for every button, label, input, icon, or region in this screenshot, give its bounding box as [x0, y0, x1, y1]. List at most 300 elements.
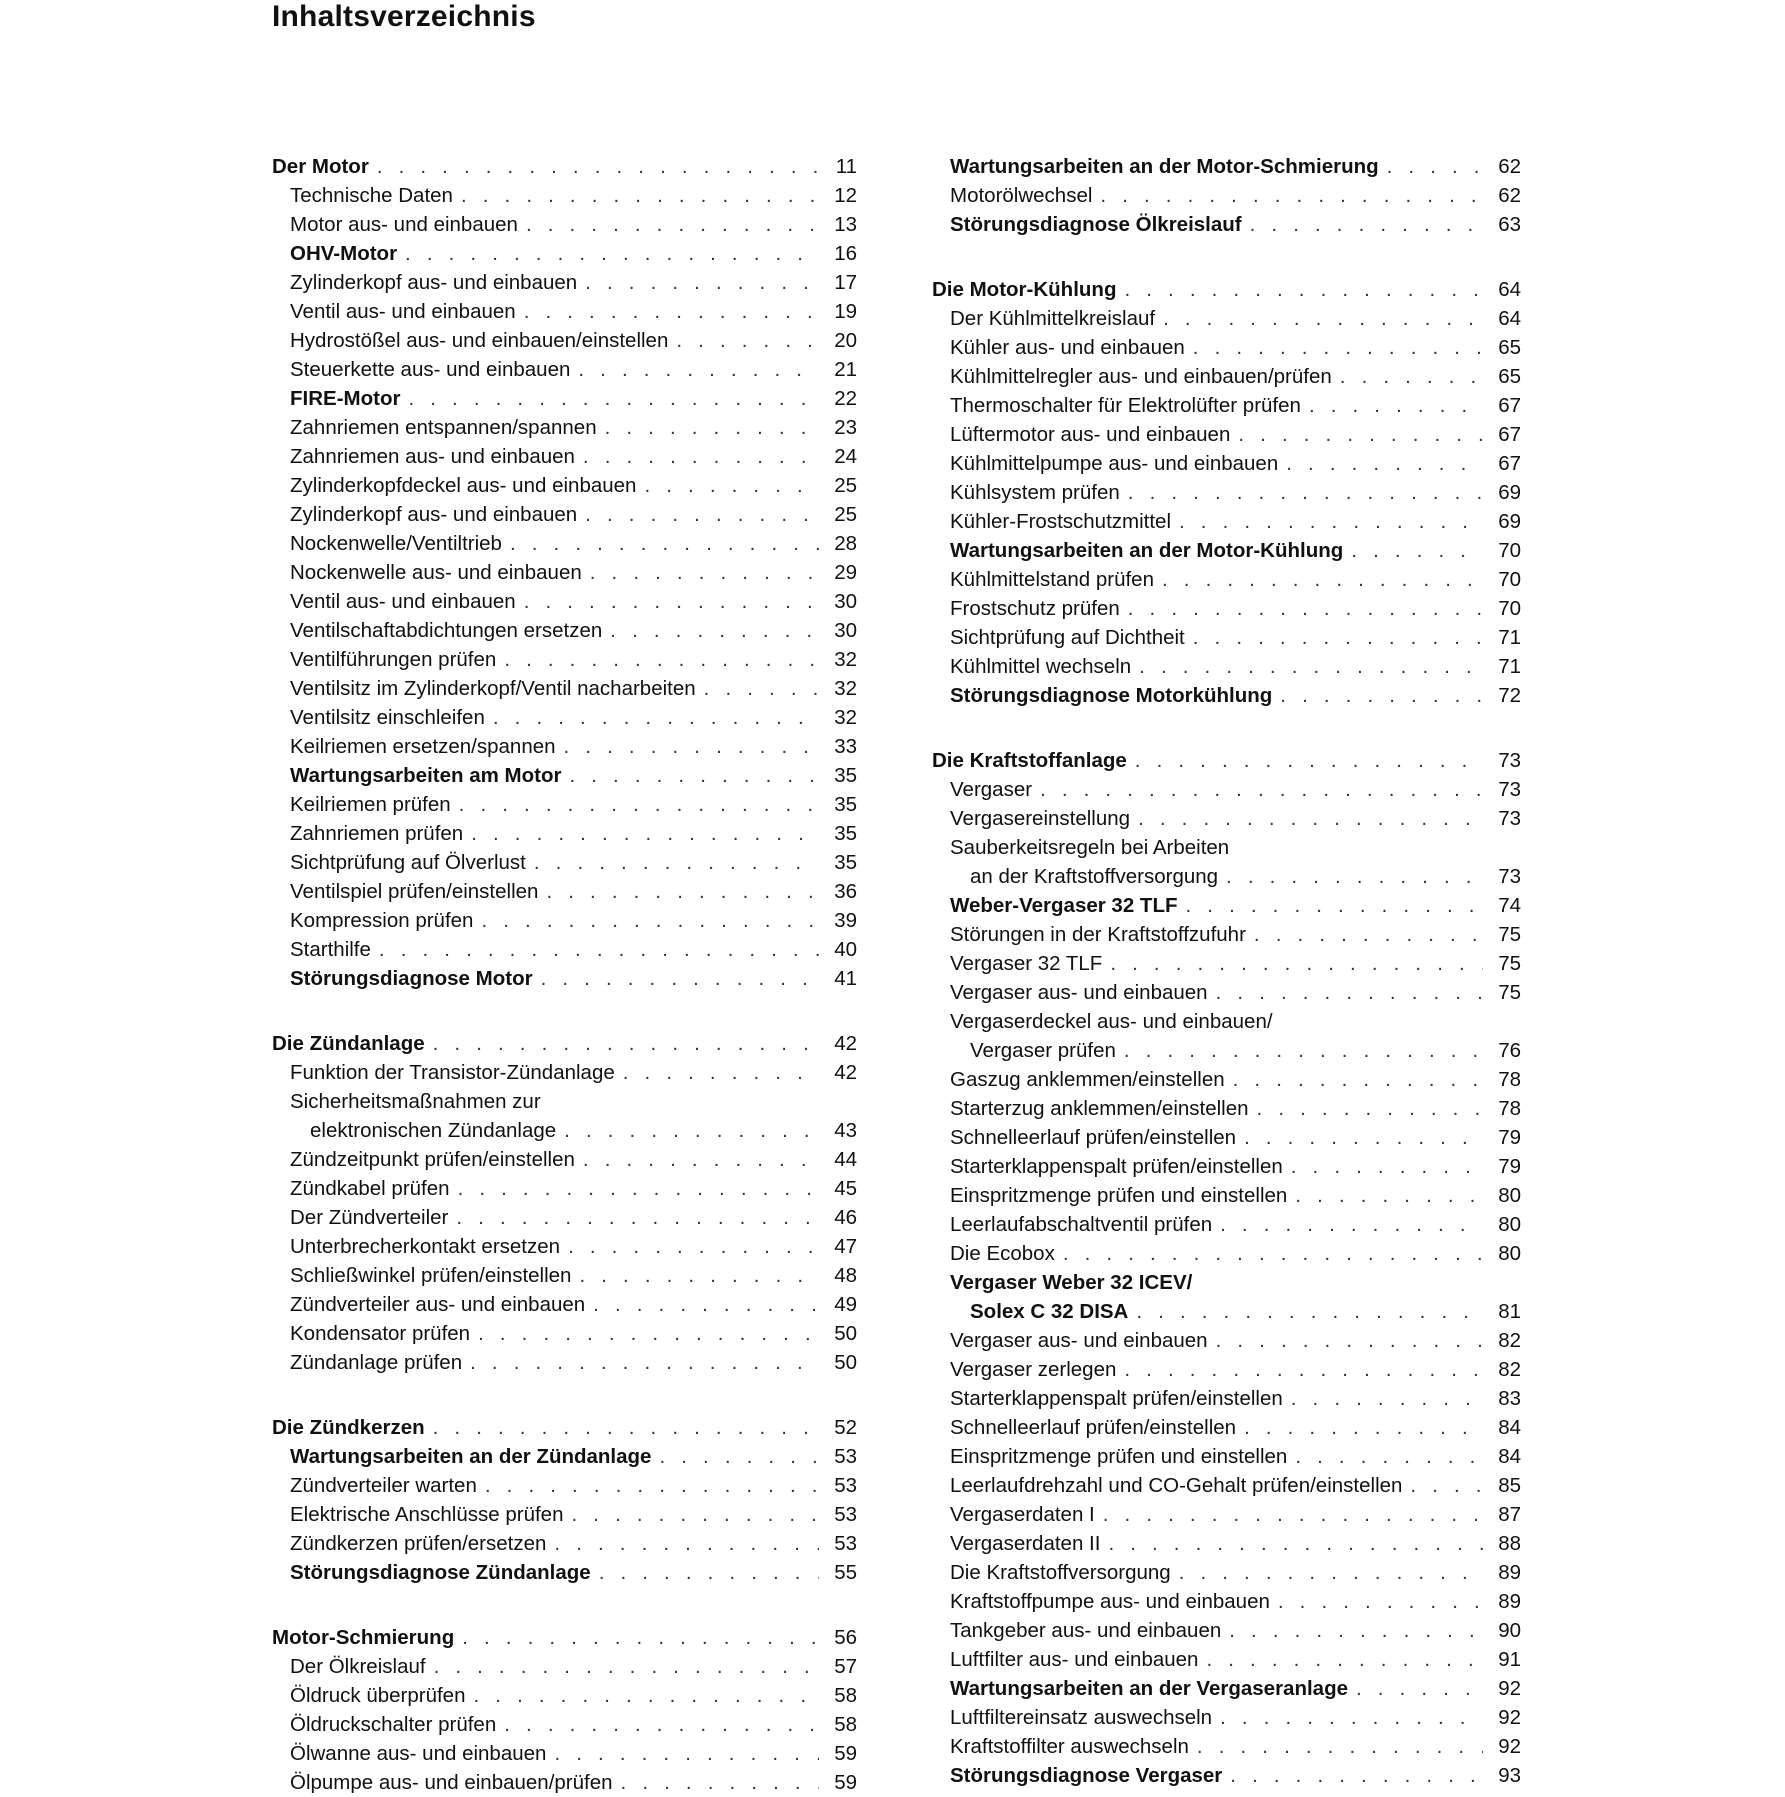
toc-entry-title: Zündverteiler aus- und einbauen — [290, 1293, 586, 1316]
toc-page-number: 78 — [1498, 1068, 1521, 1091]
toc-entry-title: an der Kraftstoffversorgung — [970, 865, 1219, 888]
toc-entry — [932, 1123, 1521, 1152]
toc-entry-title: Der Kühlmittelkreislauf — [950, 307, 1156, 330]
toc-entry-title: Keilriemen ersetzen/spannen — [290, 735, 556, 758]
toc-section-entry — [932, 275, 1521, 304]
toc-entry-title: Zündverteiler warten — [290, 1474, 477, 1497]
toc-entry — [932, 891, 1521, 920]
dot-leader — [1351, 536, 1483, 565]
dot-leader — [478, 1319, 819, 1348]
toc-entry — [932, 1616, 1521, 1645]
toc-entry-title: Starterzug anklemmen/einstellen — [950, 1097, 1249, 1120]
toc-page-number: 64 — [1498, 307, 1521, 330]
dot-leader — [485, 1471, 819, 1500]
dot-leader — [1340, 362, 1483, 391]
toc-entry-title: Wartungsarbeiten an der Motor-Kühlung — [950, 539, 1344, 562]
dot-leader — [1226, 862, 1483, 891]
toc-entry-title: Der Zündverteiler — [290, 1206, 449, 1229]
toc-page-number: 35 — [834, 764, 857, 787]
toc-entry — [932, 1529, 1521, 1558]
toc-page-number: 56 — [834, 1626, 857, 1649]
dot-leader — [1040, 775, 1483, 804]
dot-leader — [524, 297, 819, 326]
toc-entry — [272, 1442, 857, 1471]
toc-page-number: 25 — [834, 474, 857, 497]
toc-entry-title: Vergaser aus- und einbauen — [950, 1329, 1208, 1352]
toc-page-number: 32 — [834, 677, 857, 700]
toc-entry-title: Gaszug anklemmen/einstellen — [950, 1068, 1225, 1091]
toc-entry-title: Die Zündanlage — [272, 1032, 425, 1055]
dot-leader — [1108, 1529, 1483, 1558]
toc-entry — [932, 507, 1521, 536]
toc-entry — [932, 1587, 1521, 1616]
toc-entry — [932, 949, 1521, 978]
toc-entry-title: Störungsdiagnose Motorkühlung — [950, 684, 1273, 707]
toc-entry-title: Starthilfe — [290, 938, 371, 961]
dot-leader — [1254, 920, 1483, 949]
toc-page-number: 72 — [1498, 684, 1521, 707]
toc-page-number: 80 — [1498, 1213, 1521, 1236]
dot-leader — [1309, 391, 1483, 420]
toc-entry — [272, 1087, 857, 1116]
toc-page-number: 40 — [834, 938, 857, 961]
dot-leader — [433, 1413, 819, 1442]
toc-page-number: 93 — [1498, 1764, 1521, 1787]
toc-entry-title: Einspritzmenge prüfen und einstellen — [950, 1184, 1288, 1207]
toc-entry-title: Störungsdiagnose Motor — [290, 967, 533, 990]
toc-entry — [272, 1471, 857, 1500]
dot-leader — [1280, 681, 1483, 710]
toc-entry — [932, 1297, 1521, 1326]
toc-entry-title: Wartungsarbeiten an der Vergaseranlage — [950, 1677, 1348, 1700]
toc-page-number: 84 — [1498, 1445, 1521, 1468]
toc-entry-title: Kühlmittelstand prüfen — [950, 568, 1154, 591]
toc-entry — [272, 1145, 857, 1174]
toc-entry-title: Zahnriemen aus- und einbauen — [290, 445, 575, 468]
dot-leader — [1193, 623, 1483, 652]
toc-page-number: 45 — [834, 1177, 857, 1200]
toc-entry-title: Zylinderkopf aus- und einbauen — [290, 271, 578, 294]
toc-entry — [272, 848, 857, 877]
toc-page-number: 76 — [1498, 1039, 1521, 1062]
toc-entry — [932, 1732, 1521, 1761]
toc-entry — [272, 384, 857, 413]
toc-page-number: 58 — [834, 1713, 857, 1736]
dot-leader — [583, 1145, 819, 1174]
toc-entry-title: Vergaser 32 TLF — [950, 952, 1103, 975]
toc-entry — [272, 1174, 857, 1203]
toc-entry-title: Elektrische Anschlüsse prüfen — [290, 1503, 564, 1526]
toc-entry — [932, 1471, 1521, 1500]
toc-entry — [272, 616, 857, 645]
toc-entry — [272, 1529, 857, 1558]
toc-page-number: 69 — [1498, 510, 1521, 533]
toc-entry-title: Zündanlage prüfen — [290, 1351, 463, 1374]
toc-entry — [272, 761, 857, 790]
toc-page-number: 43 — [834, 1119, 857, 1142]
toc-entry — [272, 1116, 857, 1145]
dot-leader — [459, 790, 819, 819]
toc-page-number: 75 — [1498, 981, 1521, 1004]
toc-entry-title: Kühler aus- und einbauen — [950, 336, 1185, 359]
toc-entry — [932, 565, 1521, 594]
toc-page-number: 30 — [834, 619, 857, 642]
dot-leader — [534, 848, 819, 877]
dot-leader — [1162, 565, 1483, 594]
dot-leader — [1179, 1558, 1483, 1587]
toc-page-number: 12 — [834, 184, 857, 207]
toc-page-number: 92 — [1498, 1677, 1521, 1700]
toc-entry-title: Kühlmittel wechseln — [950, 655, 1132, 678]
toc-entry — [932, 304, 1521, 333]
toc-entry-title: Die Kraftstoffanlage — [932, 749, 1127, 772]
dot-leader — [554, 1529, 819, 1558]
toc-entry-title: Leerlaufdrehzahl und CO-Gehalt prüfen/einstellen — [950, 1474, 1403, 1497]
dot-leader — [1193, 333, 1483, 362]
toc-page-number: 23 — [834, 416, 857, 439]
toc-entry-title: Vergaserdaten II — [950, 1532, 1101, 1555]
toc-page-number: 73 — [1498, 865, 1521, 888]
toc-entry-title: Thermoschalter für Elektrolüfter prüfen — [950, 394, 1301, 417]
toc-entry-title: Starterklappenspalt prüfen/einstellen — [950, 1155, 1283, 1178]
dot-leader — [676, 326, 819, 355]
toc-entry — [932, 181, 1521, 210]
dot-leader — [1220, 1210, 1483, 1239]
toc-entry — [932, 681, 1521, 710]
toc-entry-title: Ventil aus- und einbauen — [290, 590, 516, 613]
toc-entry — [272, 413, 857, 442]
toc-entry — [932, 1268, 1521, 1297]
dot-leader — [568, 1232, 819, 1261]
toc-entry — [932, 1181, 1521, 1210]
dot-leader — [470, 1348, 819, 1377]
toc-page-number: 88 — [1498, 1532, 1521, 1555]
toc-page-number: 50 — [834, 1351, 857, 1374]
toc-page-number: 36 — [834, 880, 857, 903]
toc-entry-title: Die Zündkerzen — [272, 1416, 425, 1439]
toc-entry-title: Sichtprüfung auf Dichtheit — [950, 626, 1185, 649]
toc-page-number: 39 — [834, 909, 857, 932]
toc-entry — [932, 1703, 1521, 1732]
toc-entry-title: Leerlaufabschaltventil prüfen — [950, 1213, 1213, 1236]
dot-leader — [1110, 949, 1483, 978]
toc-page-number: 48 — [834, 1264, 857, 1287]
toc-page-number: 91 — [1498, 1648, 1521, 1671]
toc-page-number: 75 — [1498, 923, 1521, 946]
toc-entry-title: Ventilsitz im Zylinderkopf/Ventil nacharbeiten — [290, 677, 696, 700]
dot-leader — [569, 761, 819, 790]
toc-entry — [272, 732, 857, 761]
toc-entry-title: Luftfilter aus- und einbauen — [950, 1648, 1199, 1671]
toc-entry — [932, 833, 1521, 862]
toc-entry-title: FIRE-Motor — [290, 387, 401, 410]
toc-entry-title: Weber-Vergaser 32 TLF — [950, 894, 1178, 917]
dot-leader — [456, 1203, 819, 1232]
toc-page-number: 71 — [1498, 655, 1521, 678]
dot-leader — [564, 1116, 819, 1145]
toc-entry-title: Kraftstoffpumpe aus- und einbauen — [950, 1590, 1270, 1613]
toc-section-entry — [272, 1623, 857, 1652]
toc-page-number: 41 — [834, 967, 857, 990]
toc-entry — [272, 471, 857, 500]
toc-entry-title: Wartungsarbeiten am Motor — [290, 764, 562, 787]
toc-entry — [932, 362, 1521, 391]
dot-leader — [1230, 1761, 1483, 1790]
dot-leader — [644, 471, 819, 500]
toc-entry-title: Vergaserdeckel aus- und einbauen/ — [950, 1010, 1273, 1033]
toc-entry-title: Kühlmittelpumpe aus- und einbauen — [950, 452, 1279, 475]
dot-leader — [458, 1174, 819, 1203]
toc-entry-title: Schließwinkel prüfen/einstellen — [290, 1264, 572, 1287]
toc-page-number: 74 — [1498, 894, 1521, 917]
toc-page-number: 21 — [834, 358, 857, 381]
toc-entry-title: Kraftstoffilter auswechseln — [950, 1735, 1189, 1758]
toc-entry — [932, 1094, 1521, 1123]
toc-entry-title: OHV-Motor — [290, 242, 398, 265]
toc-entry-title: Vergaser zerlegen — [950, 1358, 1117, 1381]
toc-entry — [932, 420, 1521, 449]
toc-entry — [932, 1761, 1521, 1790]
dot-leader — [1216, 978, 1483, 1007]
toc-entry — [932, 1442, 1521, 1471]
toc-entry-title: Ventil aus- und einbauen — [290, 300, 516, 323]
toc-entry-title: Wartungsarbeiten an der Motor-Schmierung — [950, 155, 1379, 178]
toc-page-number: 73 — [1498, 749, 1521, 772]
toc-entry — [272, 587, 857, 616]
toc-entry — [272, 1739, 857, 1768]
toc-entry-title: Störungsdiagnose Ölkreislauf — [950, 213, 1242, 236]
toc-entry — [272, 1652, 857, 1681]
toc-entry — [272, 239, 857, 268]
dot-leader — [571, 1500, 819, 1529]
dot-leader — [1244, 1123, 1483, 1152]
toc-entry — [932, 1210, 1521, 1239]
toc-entry-title: Ventilführungen prüfen — [290, 648, 497, 671]
toc-entry-title: Zylinderkopf aus- und einbauen — [290, 503, 578, 526]
toc-entry — [272, 355, 857, 384]
toc-page-number: 35 — [834, 793, 857, 816]
toc-page-number: 33 — [834, 735, 857, 758]
dot-leader — [481, 906, 819, 935]
dot-leader — [1100, 181, 1483, 210]
dot-leader — [583, 442, 819, 471]
toc-page-number: 53 — [834, 1445, 857, 1468]
toc-entry — [272, 529, 857, 558]
toc-entry-title: Zylinderkopfdeckel aus- und einbauen — [290, 474, 637, 497]
toc-page-number: 67 — [1498, 423, 1521, 446]
toc-entry-title: Lüftermotor aus- und einbauen — [950, 423, 1231, 446]
toc-entry-title: Vergasereinstellung — [950, 807, 1131, 830]
toc-entry-title: Die Kraftstoffversorgung — [950, 1561, 1171, 1584]
toc-entry-title: Störungen in der Kraftstoffzufuhr — [950, 923, 1246, 946]
toc-entry — [272, 877, 857, 906]
dot-leader — [433, 1029, 819, 1058]
toc-entry-title: Sichtprüfung auf Ölverlust — [290, 851, 526, 874]
dot-leader — [1291, 1384, 1483, 1413]
toc-page-number: 32 — [834, 648, 857, 671]
dot-leader — [546, 877, 819, 906]
toc-entry-title: Wartungsarbeiten an der Zündanlage — [290, 1445, 652, 1468]
toc-entry-title: Ölpumpe aus- und einbauen/prüfen — [290, 1771, 613, 1794]
toc-entry-title: Öldruck überprüfen — [290, 1684, 466, 1707]
toc-entry-title: Störungsdiagnose Vergaser — [950, 1764, 1223, 1787]
toc-page-number: 83 — [1498, 1387, 1521, 1410]
toc-entry-title: Kühlsystem prüfen — [950, 481, 1120, 504]
toc-entry — [272, 645, 857, 674]
toc-entry-title: Nockenwelle/Ventiltrieb — [290, 532, 502, 555]
toc-entry — [932, 978, 1521, 1007]
dot-leader — [504, 645, 819, 674]
toc-entry — [272, 1058, 857, 1087]
toc-entry — [272, 181, 857, 210]
dot-leader — [610, 616, 819, 645]
toc-page-number: 73 — [1498, 807, 1521, 830]
toc-page-number: 46 — [834, 1206, 857, 1229]
dot-leader — [1124, 275, 1483, 304]
toc-page-number: 20 — [834, 329, 857, 352]
toc-entry-title: Hydrostößel aus- und einbauen/einstellen — [290, 329, 669, 352]
toc-page-number: 63 — [1498, 213, 1521, 236]
toc-entry — [272, 790, 857, 819]
toc-entry-title: Sicherheitsmaßnahmen zur — [290, 1090, 541, 1113]
toc-entry-title: Schnelleerlauf prüfen/einstellen — [950, 1126, 1237, 1149]
toc-entry-title: Zündkerzen prüfen/ersetzen — [290, 1532, 547, 1555]
toc-page-number: 79 — [1498, 1126, 1521, 1149]
toc-entry — [932, 1065, 1521, 1094]
dot-leader — [408, 384, 819, 413]
toc-entry — [272, 210, 857, 239]
dot-leader — [1063, 1239, 1483, 1268]
toc-entry-title: Kompression prüfen — [290, 909, 474, 932]
toc-entry-title: Steuerkette aus- und einbauen — [290, 358, 571, 381]
toc-entry — [272, 906, 857, 935]
toc-entry — [932, 333, 1521, 362]
toc-page-number: 67 — [1498, 394, 1521, 417]
toc-entry-title: Nockenwelle aus- und einbauen — [290, 561, 582, 584]
toc-entry-title: Unterbrecherkontakt ersetzen — [290, 1235, 561, 1258]
page-title: Inhaltsverzeichnis — [272, 0, 536, 33]
dot-leader — [1124, 1355, 1483, 1384]
toc-entry-title: Tankgeber aus- und einbauen — [950, 1619, 1222, 1642]
toc-entry-title: Zahnriemen prüfen — [290, 822, 464, 845]
dot-leader — [599, 1558, 819, 1587]
toc-entry — [932, 1500, 1521, 1529]
toc-entry-title: Funktion der Transistor-Zündanlage — [290, 1061, 615, 1084]
toc-entry — [272, 1710, 857, 1739]
dot-leader — [623, 1058, 819, 1087]
dot-leader — [585, 500, 819, 529]
dot-leader — [1103, 1500, 1483, 1529]
dot-leader — [605, 413, 819, 442]
toc-entry-title: Motorölwechsel — [950, 184, 1093, 207]
toc-entry-title: Solex C 32 DISA — [970, 1300, 1129, 1323]
toc-entry-title: Die Ecobox — [950, 1242, 1055, 1265]
toc-page-number: 79 — [1498, 1155, 1521, 1178]
toc-entry-title: Zahnriemen entspannen/spannen — [290, 416, 597, 439]
dot-leader — [1128, 478, 1483, 507]
toc-page-number: 53 — [834, 1474, 857, 1497]
toc-entry-title: Vergaser prüfen — [970, 1039, 1116, 1062]
dot-leader — [379, 935, 819, 964]
toc-entry — [272, 442, 857, 471]
toc-entry — [272, 1261, 857, 1290]
toc-entry — [272, 1348, 857, 1377]
toc-entry — [272, 1768, 857, 1797]
toc-entry — [272, 703, 857, 732]
toc-entry — [932, 1036, 1521, 1065]
toc-page-number: 17 — [834, 271, 857, 294]
dot-leader — [1216, 1326, 1483, 1355]
dot-leader — [554, 1739, 819, 1768]
toc-section-entry — [932, 746, 1521, 775]
toc-entry — [272, 558, 857, 587]
dot-leader — [1135, 746, 1483, 775]
dot-leader — [1220, 1703, 1483, 1732]
dot-leader — [471, 819, 819, 848]
toc-entry — [932, 1239, 1521, 1268]
toc-entry-title: Vergaser Weber 32 ICEV/ — [950, 1271, 1193, 1294]
toc-page-number: 69 — [1498, 481, 1521, 504]
toc-entry — [272, 1232, 857, 1261]
toc-page-number: 84 — [1498, 1416, 1521, 1439]
dot-leader — [434, 1652, 819, 1681]
toc-entry-title: Kühler-Frostschutzmittel — [950, 510, 1172, 533]
toc-page-number: 47 — [834, 1235, 857, 1258]
toc-entry-title: Zündkabel prüfen — [290, 1177, 450, 1200]
toc-page-number: 87 — [1498, 1503, 1521, 1526]
toc-entry — [272, 1681, 857, 1710]
toc-entry — [272, 268, 857, 297]
toc-entry — [272, 1319, 857, 1348]
toc-page-number: 52 — [834, 1416, 857, 1439]
dot-leader — [541, 964, 819, 993]
toc-entry — [932, 594, 1521, 623]
toc-page-number: 42 — [834, 1061, 857, 1084]
toc-entry-title: Frostschutz prüfen — [950, 597, 1120, 620]
toc-page-number: 57 — [834, 1655, 857, 1678]
toc-page-number: 32 — [834, 706, 857, 729]
toc-page-number: 49 — [834, 1293, 857, 1316]
dot-leader — [473, 1681, 819, 1710]
toc-page-number: 19 — [834, 300, 857, 323]
toc-entry — [272, 819, 857, 848]
toc-entry-title: Ventilsitz einschleifen — [290, 706, 485, 729]
dot-leader — [462, 1623, 819, 1652]
toc-entry — [932, 1674, 1521, 1703]
toc-entry — [932, 862, 1521, 891]
dot-leader — [1128, 594, 1483, 623]
toc-entry-title: Sauberkeitsregeln bei Arbeiten — [950, 836, 1230, 859]
dot-leader — [1233, 1065, 1483, 1094]
toc-entry-title: Keilriemen prüfen — [290, 793, 451, 816]
dot-leader — [1356, 1674, 1483, 1703]
toc-page-number: 65 — [1498, 336, 1521, 359]
toc-page-number: 22 — [834, 387, 857, 410]
toc-entry-title: elektronischen Zündanlage — [310, 1119, 557, 1142]
toc-entry — [272, 297, 857, 326]
dot-leader — [1163, 304, 1483, 333]
toc-entry-title: Störungsdiagnose Zündanlage — [290, 1561, 591, 1584]
toc-page-number: 13 — [834, 213, 857, 236]
toc-entry — [272, 935, 857, 964]
dot-leader — [510, 529, 819, 558]
dot-leader — [704, 674, 819, 703]
toc-page-number: 50 — [834, 1322, 857, 1345]
toc-entry-title: Schnelleerlauf prüfen/einstellen — [950, 1416, 1237, 1439]
toc-entry — [932, 1645, 1521, 1674]
toc-section-entry — [272, 1413, 857, 1442]
toc-entry-title: Vergaser — [950, 778, 1033, 801]
